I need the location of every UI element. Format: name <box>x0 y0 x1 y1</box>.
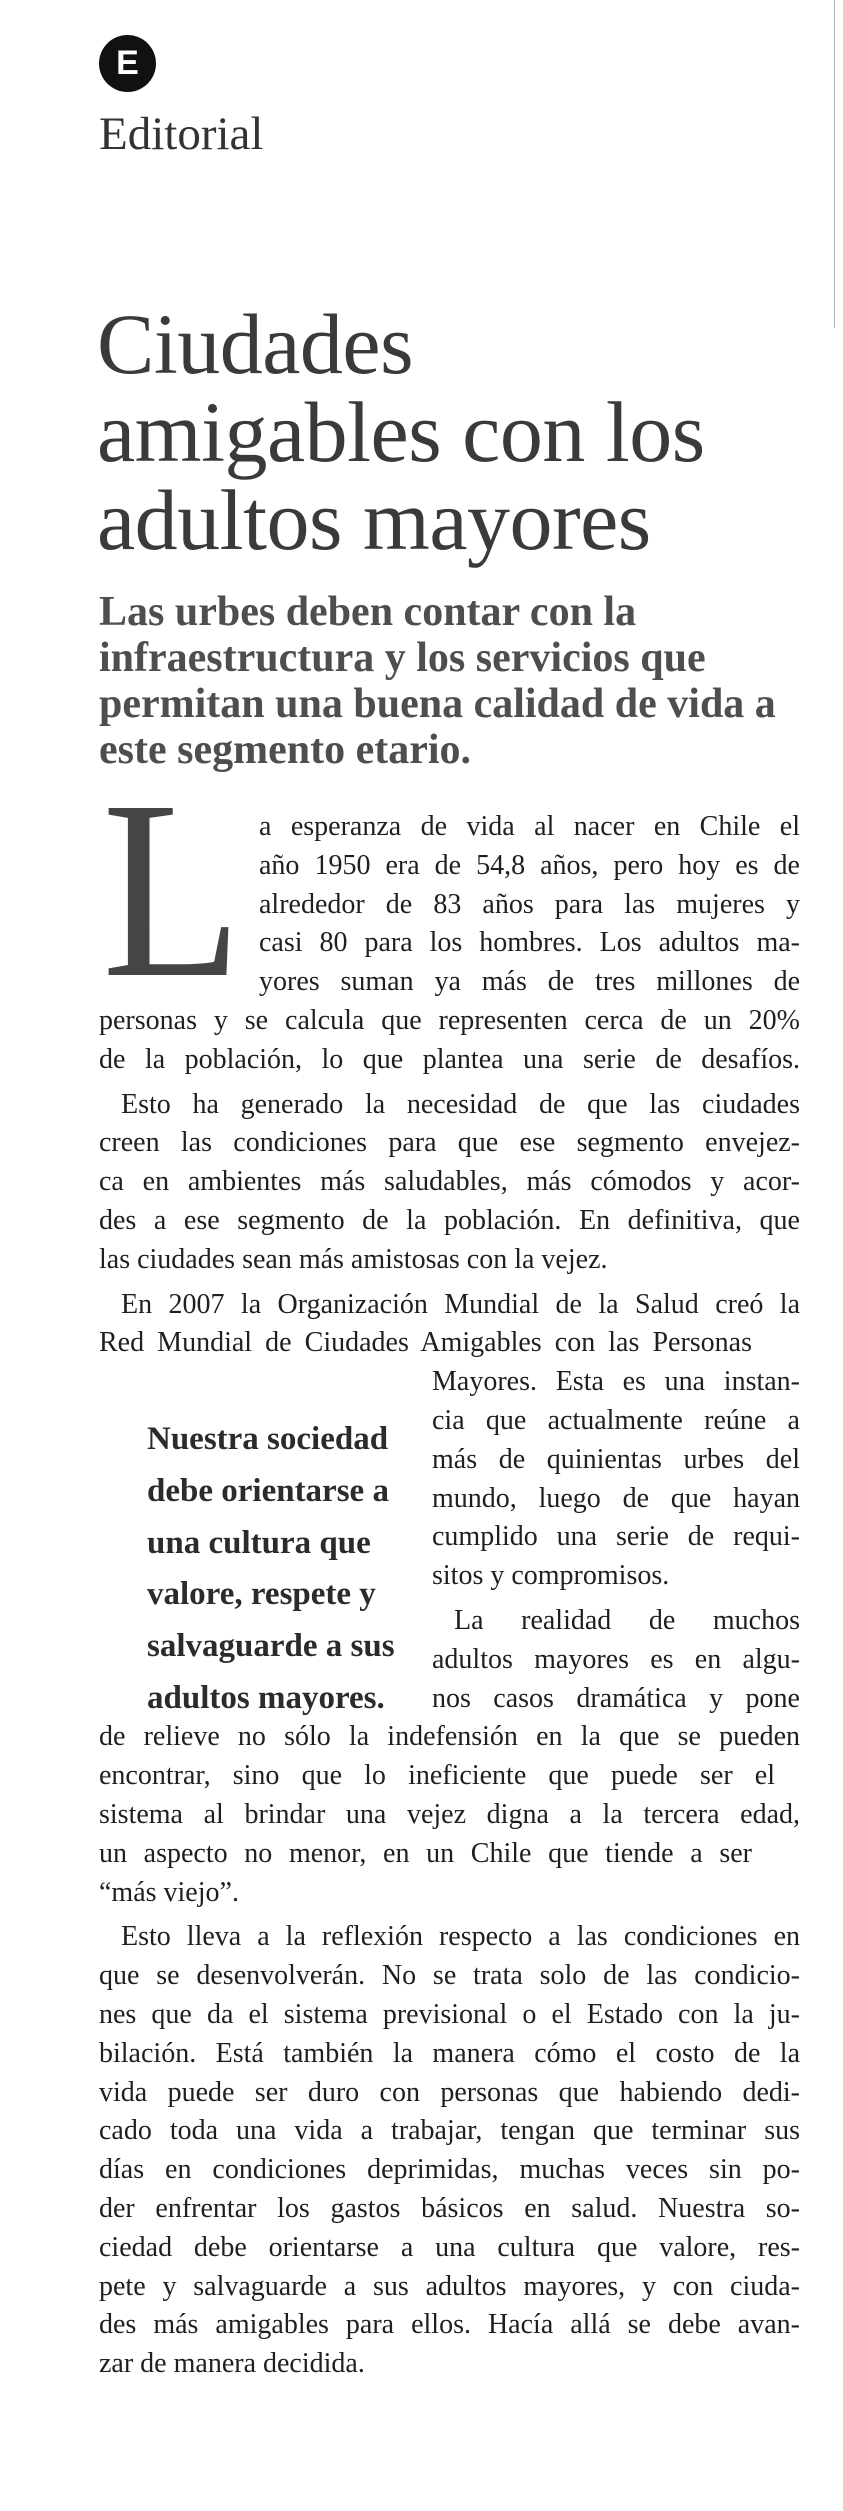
pull-quote-line: valore, respete y <box>147 1576 376 1613</box>
subheadline-line: infraestructura y los servicios que <box>99 635 706 681</box>
section-badge-icon: E <box>99 35 156 92</box>
body-line: der enfrentar los gastos básicos en salud. Nuestra so- <box>99 2193 800 2224</box>
subheadline-line: permitan una buena calidad de vida a <box>99 681 776 727</box>
pull-quote-line: Nuestra sociedad <box>147 1421 389 1457</box>
body-line: adultos mayores es en algu- <box>432 1643 800 1675</box>
body-line: mundo, luego de que hayan <box>432 1482 800 1514</box>
body-line: alrededor de 83 años para las mujeres y <box>259 888 800 920</box>
body-line: Esto lleva a la reflexión respecto a las condiciones en <box>121 1921 800 1953</box>
headline <box>97 296 705 568</box>
body-line: zar de manera decidida. <box>99 2348 365 2380</box>
column-edge-rule <box>834 0 835 328</box>
body-line: sistema al brindar una vejez digna a la tercera edad, <box>99 1799 800 1830</box>
headline-line: amigables con los <box>97 384 705 480</box>
body-line: bilación. Está también la manera cómo el costo de la <box>99 2037 800 2069</box>
subheadline-line: Las urbes deben contar con la <box>99 589 637 635</box>
drop-cap: L <box>102 749 243 1031</box>
pull-quote-line: debe orientarse a <box>147 1472 389 1509</box>
body-line: Red Mundial de Ciudades Amigables con las Personas <box>99 1327 752 1359</box>
body-line: des a ese segmento de la población. En definitiva, que <box>99 1205 800 1236</box>
body-line: “más viejo”. <box>99 1876 239 1908</box>
pull-quote-line: salvaguarde a sus <box>147 1628 395 1665</box>
body-line: personas y se calcula que representen cerca de un 20% <box>99 1005 800 1036</box>
body-line: vida puede ser duro con personas que habiendo dedi- <box>99 2076 800 2108</box>
body-line: días en condiciones deprimidas, muchas veces sin po- <box>99 2154 800 2186</box>
body-line: creen las condiciones para que ese segmento envejez- <box>99 1127 800 1159</box>
body-line: pete y salvaguarde a sus adultos mayores, y con ciuda- <box>99 2270 800 2302</box>
body-line: más de quinientas urbes del <box>432 1443 800 1475</box>
body-line: año 1950 era de 54,8 años, pero hoy es de <box>259 849 800 881</box>
body-line: sitos y compromisos. <box>432 1560 670 1592</box>
subheadline-line: este segmento etario. <box>99 727 472 773</box>
body-line: Esto ha generado la necesidad de que las ciudades <box>121 1088 800 1120</box>
body-line: de relieve no sólo la indefensión en la que se pueden <box>99 1721 800 1753</box>
body-line: casi 80 para los hombres. Los adultos ma- <box>259 927 800 959</box>
body-line: a esperanza de vida al nacer en Chile el <box>259 811 800 842</box>
subheadline <box>99 589 776 773</box>
body-line: Mayores. Esta es una instan- <box>432 1366 800 1398</box>
body-line: encontrar, sino que lo ineficiente que puede ser el <box>99 1760 775 1792</box>
body-line: ciedad debe orientarse a una cultura que valore, res- <box>99 2231 800 2263</box>
body-line: nos casos dramática y pone <box>432 1682 800 1714</box>
body-line: un aspecto no menor, en un Chile que tiende a ser <box>99 1837 752 1869</box>
pull-quote-line: adultos mayores. <box>147 1679 385 1716</box>
headline-line: adultos mayores <box>97 472 651 568</box>
headline-line: Ciudades <box>97 296 414 392</box>
body-line: de la población, lo que plantea una serie de desafíos. <box>99 1043 800 1075</box>
body-line: cado toda una vida a trabajar, tengan que terminar sus <box>99 2115 800 2147</box>
body-line: que se desenvolverán. No se trata solo de las condicio- <box>99 1960 800 1992</box>
body-line: ca en ambientes más saludables, más cómodos y acor- <box>99 1166 800 1198</box>
body-line: cia que actualmente reúne a <box>432 1405 800 1436</box>
body-line: las ciudades sean más amistosas con la vejez. <box>99 1243 608 1275</box>
body-line: En 2007 la Organización Mundial de la Salud creó la <box>121 1288 800 1320</box>
section-label: Editorial <box>99 108 264 160</box>
pull-quote <box>147 1414 395 1725</box>
body-line: yores suman ya más de tres millones de <box>259 966 800 998</box>
body-line: nes que da el sistema previsional o el Estado con la ju- <box>99 1999 800 2030</box>
body-line: cumplido una serie de requi- <box>432 1521 800 1553</box>
body-line: des más amigables para ellos. Hacía allá se debe avan- <box>99 2309 800 2341</box>
pull-quote-line: una cultura que <box>147 1524 371 1561</box>
body-line: La realidad de muchos <box>454 1605 800 1636</box>
